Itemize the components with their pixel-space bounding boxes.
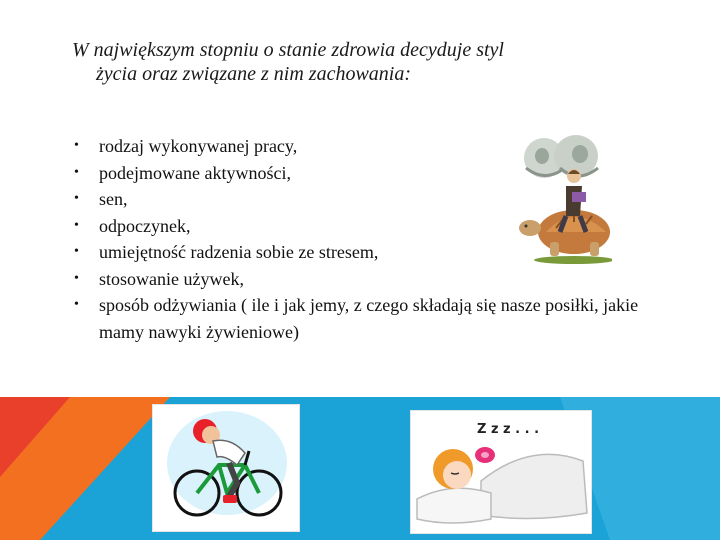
list-item: • sen, <box>72 186 672 213</box>
cyclist-frame <box>152 404 300 532</box>
bullet-icon: • <box>74 244 79 259</box>
bullet-icon: • <box>74 191 79 206</box>
title-line-2: życia oraz związane z nim zachowania: <box>96 63 411 85</box>
girl-face <box>443 461 471 489</box>
bullet-icon: • <box>74 270 79 286</box>
list-item: • stosowanie używek, <box>72 266 672 293</box>
bullet-icon: • <box>74 164 79 180</box>
sleeper-illustration <box>411 411 591 533</box>
slide-title <box>72 38 672 86</box>
decorative-band <box>0 397 720 540</box>
pillow <box>417 488 491 523</box>
list-item: • odpoczynek, <box>72 213 672 240</box>
sleep-zzz: Z z z . . . <box>477 422 540 437</box>
sleeper-frame <box>410 410 592 534</box>
bullet-icon: • <box>74 217 79 233</box>
blanket <box>481 454 587 518</box>
bullet-icon: • <box>74 138 79 153</box>
turtle-rider-illustration <box>516 132 612 268</box>
list-item: • rodzaj wykonywanej pracy, <box>72 133 672 160</box>
turtle-head <box>519 220 541 236</box>
list-item: • umiejętność radzenia sobie ze stresem, <box>72 239 672 266</box>
list-item: • podejmowane aktywności, <box>72 160 672 187</box>
cyclist-illustration <box>153 405 299 531</box>
bullet-icon: • <box>74 297 79 312</box>
list-item: • sposób odżywiania ( ile i jak jemy, z czego składają się nasze posiłki, jakie mamy nawyki żywieniowe) <box>72 292 672 345</box>
title-line-1: W największym stopniu o stanie zdrowia decyduje styl <box>72 39 504 61</box>
